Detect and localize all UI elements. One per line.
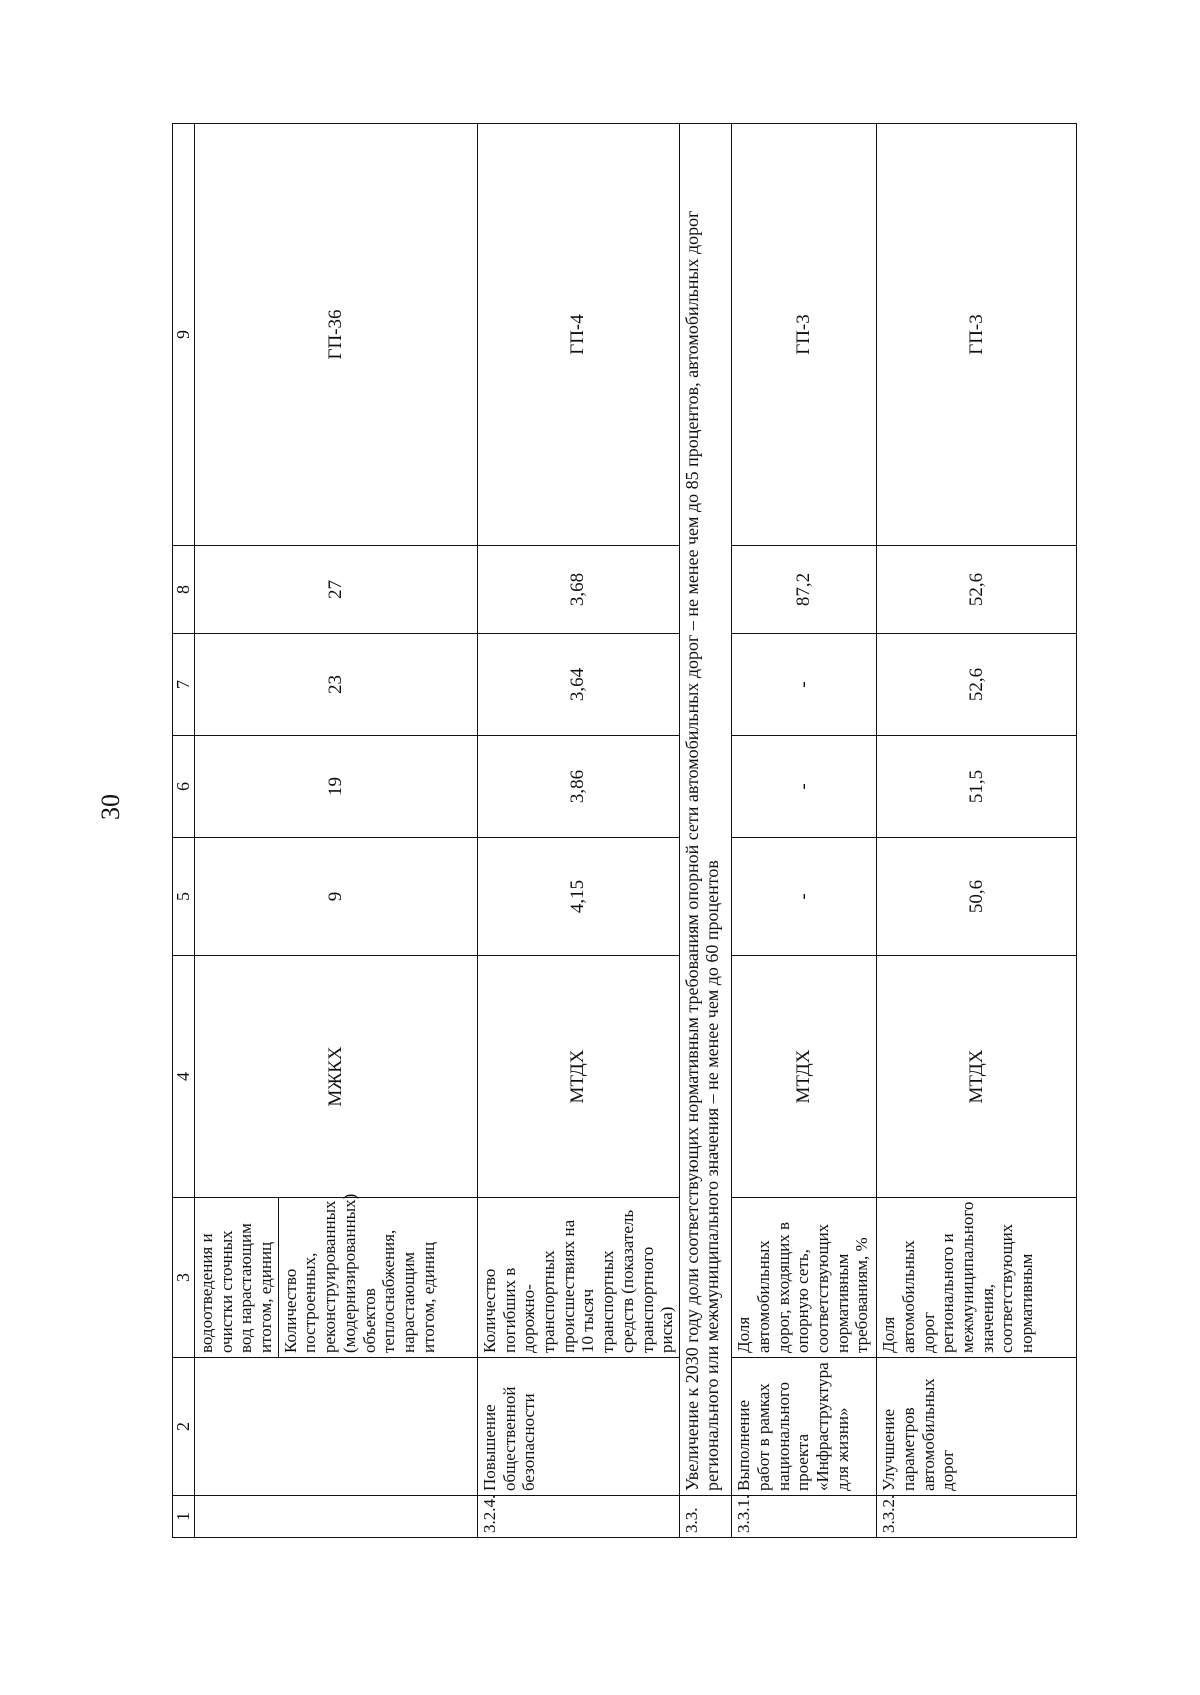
value-cell: 50,6 xyxy=(877,838,1077,956)
value-cell: 19 xyxy=(194,736,477,838)
col-header: 8 xyxy=(173,546,195,634)
col-header: 5 xyxy=(173,838,195,956)
rotated-table-wrapper xyxy=(172,124,1060,1538)
responsible-cell: МТДХ xyxy=(732,956,877,1198)
activity-cell: Повышение общественной безопасности xyxy=(477,1358,679,1496)
col-header: 7 xyxy=(173,634,195,736)
row-number: 3.2.4. xyxy=(477,1496,679,1538)
col-header: 2 xyxy=(173,1358,195,1496)
page-number: 30 xyxy=(96,794,125,820)
program-cell: ГП-3 xyxy=(877,124,1077,546)
program-cell: ГП-36 xyxy=(194,124,477,546)
col-header: 4 xyxy=(173,956,195,1198)
indicator-cell: Количество погибших в дорожно-транспортных происшествиях на 10 тысяч транспортных средств (показатель транспортного риска) xyxy=(477,1198,679,1358)
responsible-cell: МТДХ xyxy=(477,956,679,1198)
activity-cell xyxy=(194,1358,477,1496)
value-cell: 3,68 xyxy=(477,546,679,634)
goal-cell: Увеличение к 2030 году доли соответствующих нормативным требованиям опорной сети автомобильных дорог – не менее чем до 85 процентов, автомобильных дорог регионального или межмуниципального значения – не менее чем до 60 процентов xyxy=(680,124,732,1496)
program-cell: ГП-4 xyxy=(477,124,679,546)
activity-cell: Улучшение параметров автомобильных дорог xyxy=(877,1358,1077,1496)
table-row xyxy=(477,124,679,1538)
activity-cell: Выполнение работ в рамках национального проекта «Инфраструктура для жизни» xyxy=(732,1358,877,1496)
value-cell: 3,64 xyxy=(477,634,679,736)
row-number xyxy=(194,1496,477,1538)
indicator-cell xyxy=(194,1193,477,1358)
table-row xyxy=(194,124,477,1538)
value-cell: 87,2 xyxy=(732,546,877,634)
value-cell: 52,6 xyxy=(877,546,1077,634)
col-header: 1 xyxy=(173,1496,195,1538)
value-cell: 52,6 xyxy=(877,634,1077,736)
indicators-table xyxy=(172,123,1077,1538)
row-number: 3.3.1. xyxy=(732,1496,877,1538)
indicator-cell: Доля автомобильных дорог регионального и межмуниципального значения, соответствующих нормативным xyxy=(877,1198,1077,1358)
value-cell: 51,5 xyxy=(877,736,1077,838)
table-row xyxy=(680,124,732,1538)
value-cell: 4,15 xyxy=(477,838,679,956)
table-row xyxy=(732,124,877,1538)
header-row xyxy=(173,124,195,1538)
indicator-cell: Доля автомобильных дорог, входящих в опорную сеть, соответствующих нормативным требованиям, % xyxy=(732,1198,877,1358)
indicator-text: Количество построенных, реконструированных (модернизированных) объектов теплоснабжения, нарастающим итогом, единиц xyxy=(280,1193,438,1353)
value-cell: 3,86 xyxy=(477,736,679,838)
responsible-cell: МЖКХ xyxy=(194,956,477,1198)
value-cell: - xyxy=(732,634,877,736)
col-header: 3 xyxy=(173,1198,195,1358)
responsible-cell: МТДХ xyxy=(877,956,1077,1198)
row-number: 3.3. xyxy=(680,1496,732,1538)
value-cell: 27 xyxy=(194,546,477,634)
table-row xyxy=(877,124,1077,1538)
col-header: 6 xyxy=(173,736,195,838)
row-number: 3.3.2. xyxy=(877,1496,1077,1538)
value-cell: 9 xyxy=(194,838,477,956)
value-cell: 23 xyxy=(194,634,477,736)
col-header: 9 xyxy=(173,124,195,546)
program-cell: ГП-3 xyxy=(732,124,877,546)
value-cell: - xyxy=(732,736,877,838)
indicator-text: водоотведения и очистки сточных вод нарастающим итогом, единиц xyxy=(195,1198,279,1357)
value-cell: - xyxy=(732,838,877,956)
